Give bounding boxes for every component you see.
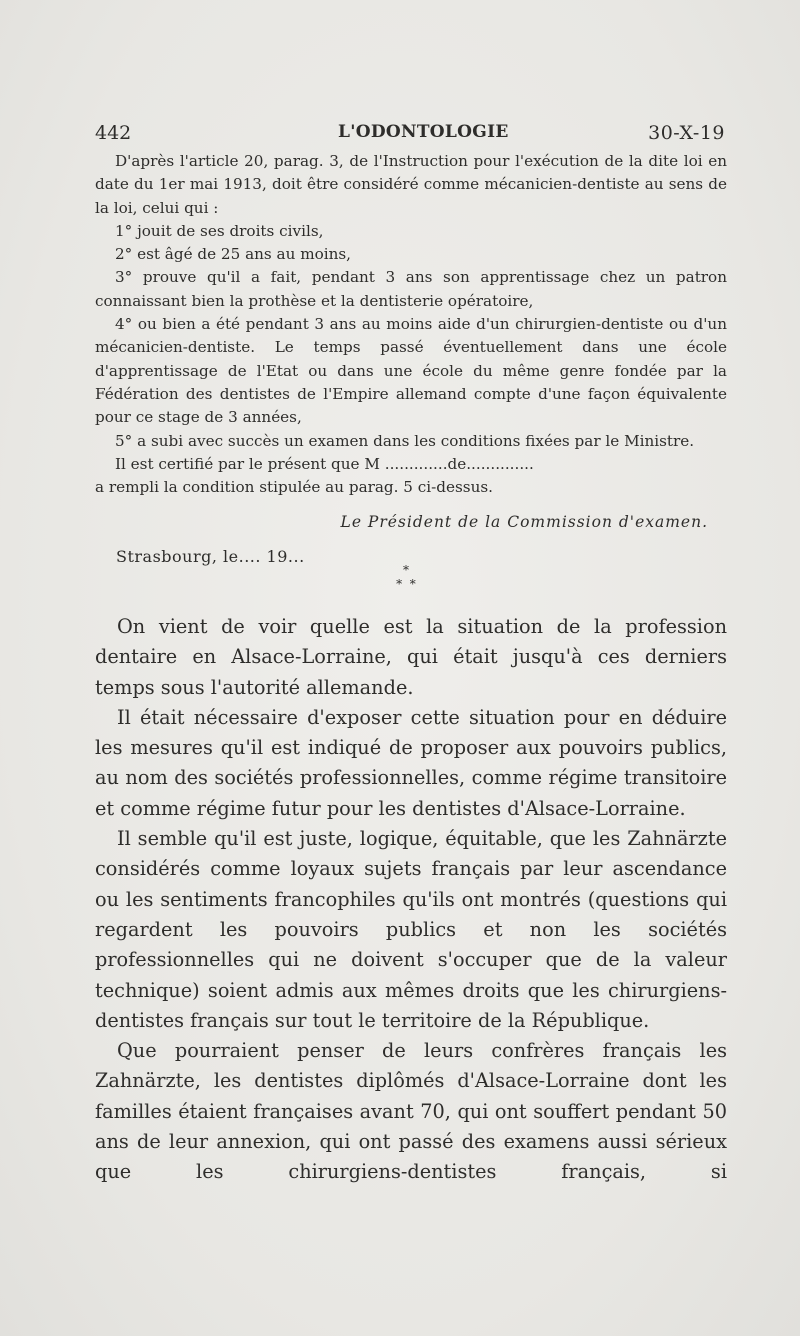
paragraph: 4° ou bien a été pendant 3 ans au moins aide d'un chirurgien-dentiste ou d'un mécanicien-dentiste. Le temps passé éventuellement dans une école d'apprentissage de l'Etat ou dans une école du même genre fondée par la Fédération des dentistes de l'Empire allemand compte d'une façon équivalente pour ce stage de 3 années, [95,315,727,427]
paragraph: Que pourraient penser de leurs confrères français les Zahnärzte, les dentistes diplômés d'Alsace-Lorraine dont les familles étaient françaises avant 70, qui ont souffert pendant 50 ans de leur annexion, qui ont passé des examens aussi sérieux que les chirurgiens-dentistes français, si [95,1039,727,1184]
page-header [95,122,725,152]
paragraph: 3° prouve qu'il a fait, pendant 3 ans son apprentissage chez un patron connaissant bien la prothèse et la dentisterie opératoire, [95,268,727,310]
place-date-line: Strasbourg, le.... 19... [116,547,305,566]
main-text [95,612,727,1188]
paragraph: Il est certifié par le présent que M .............de.............. [115,454,534,473]
article-excerpt [95,150,727,499]
running-title: L'ODONTOLOGIE [338,122,509,142]
page-number: 442 [95,122,132,144]
paragraph: 1° jouit de ses droits civils, [115,221,324,240]
signature-line: Le Président de la Commission d'examen. [340,513,708,531]
paragraph: D'après l'article 20, parag. 3, de l'Instruction pour l'exécution de la dite loi en date du 1er mai 1913, doit être considéré comme mécanicien-dentiste au sens de la loi, celui qui : [95,152,727,217]
paragraph: 5° a subi avec succès un examen dans les conditions fixées par le Ministre. [115,431,695,450]
paragraph: Il était nécessaire d'exposer cette situation pour en déduire les mesures qu'il est indiqué de proposer aux pouvoirs publics, au nom des sociétés professionnelles, comme régime transitoire et comme régime futur pour les dentistes d'Alsace-Lorraine. [95,705,727,820]
paragraph: Il semble qu'il est juste, logique, équitable, que les Zahnärzte considérés comme loyaux sujets français par leur ascendance ou les sentiments francophiles qu'ils ont montrés (questions qui regardent les pouvoirs publics et non les sociétés professionnelles qui ne doivent s'occuper que de la valeur technique) soient admis aux mêmes droits que les chirurgiens-dentistes français sur tout le territoire de la République. [95,827,727,1032]
section-separator: * * * [396,563,416,591]
issue-date: 30-X-19 [648,122,725,144]
paragraph: On vient de voir quelle est la situation de la profession dentaire en Alsace-Lorraine, qui était jusqu'à ces derniers temps sous l'autorité allemande. [95,615,727,699]
paragraph: a rempli la condition stipulée au parag. 5 ci-dessus. [95,478,493,497]
paragraph: 2° est âgé de 25 ans au moins, [115,245,352,264]
